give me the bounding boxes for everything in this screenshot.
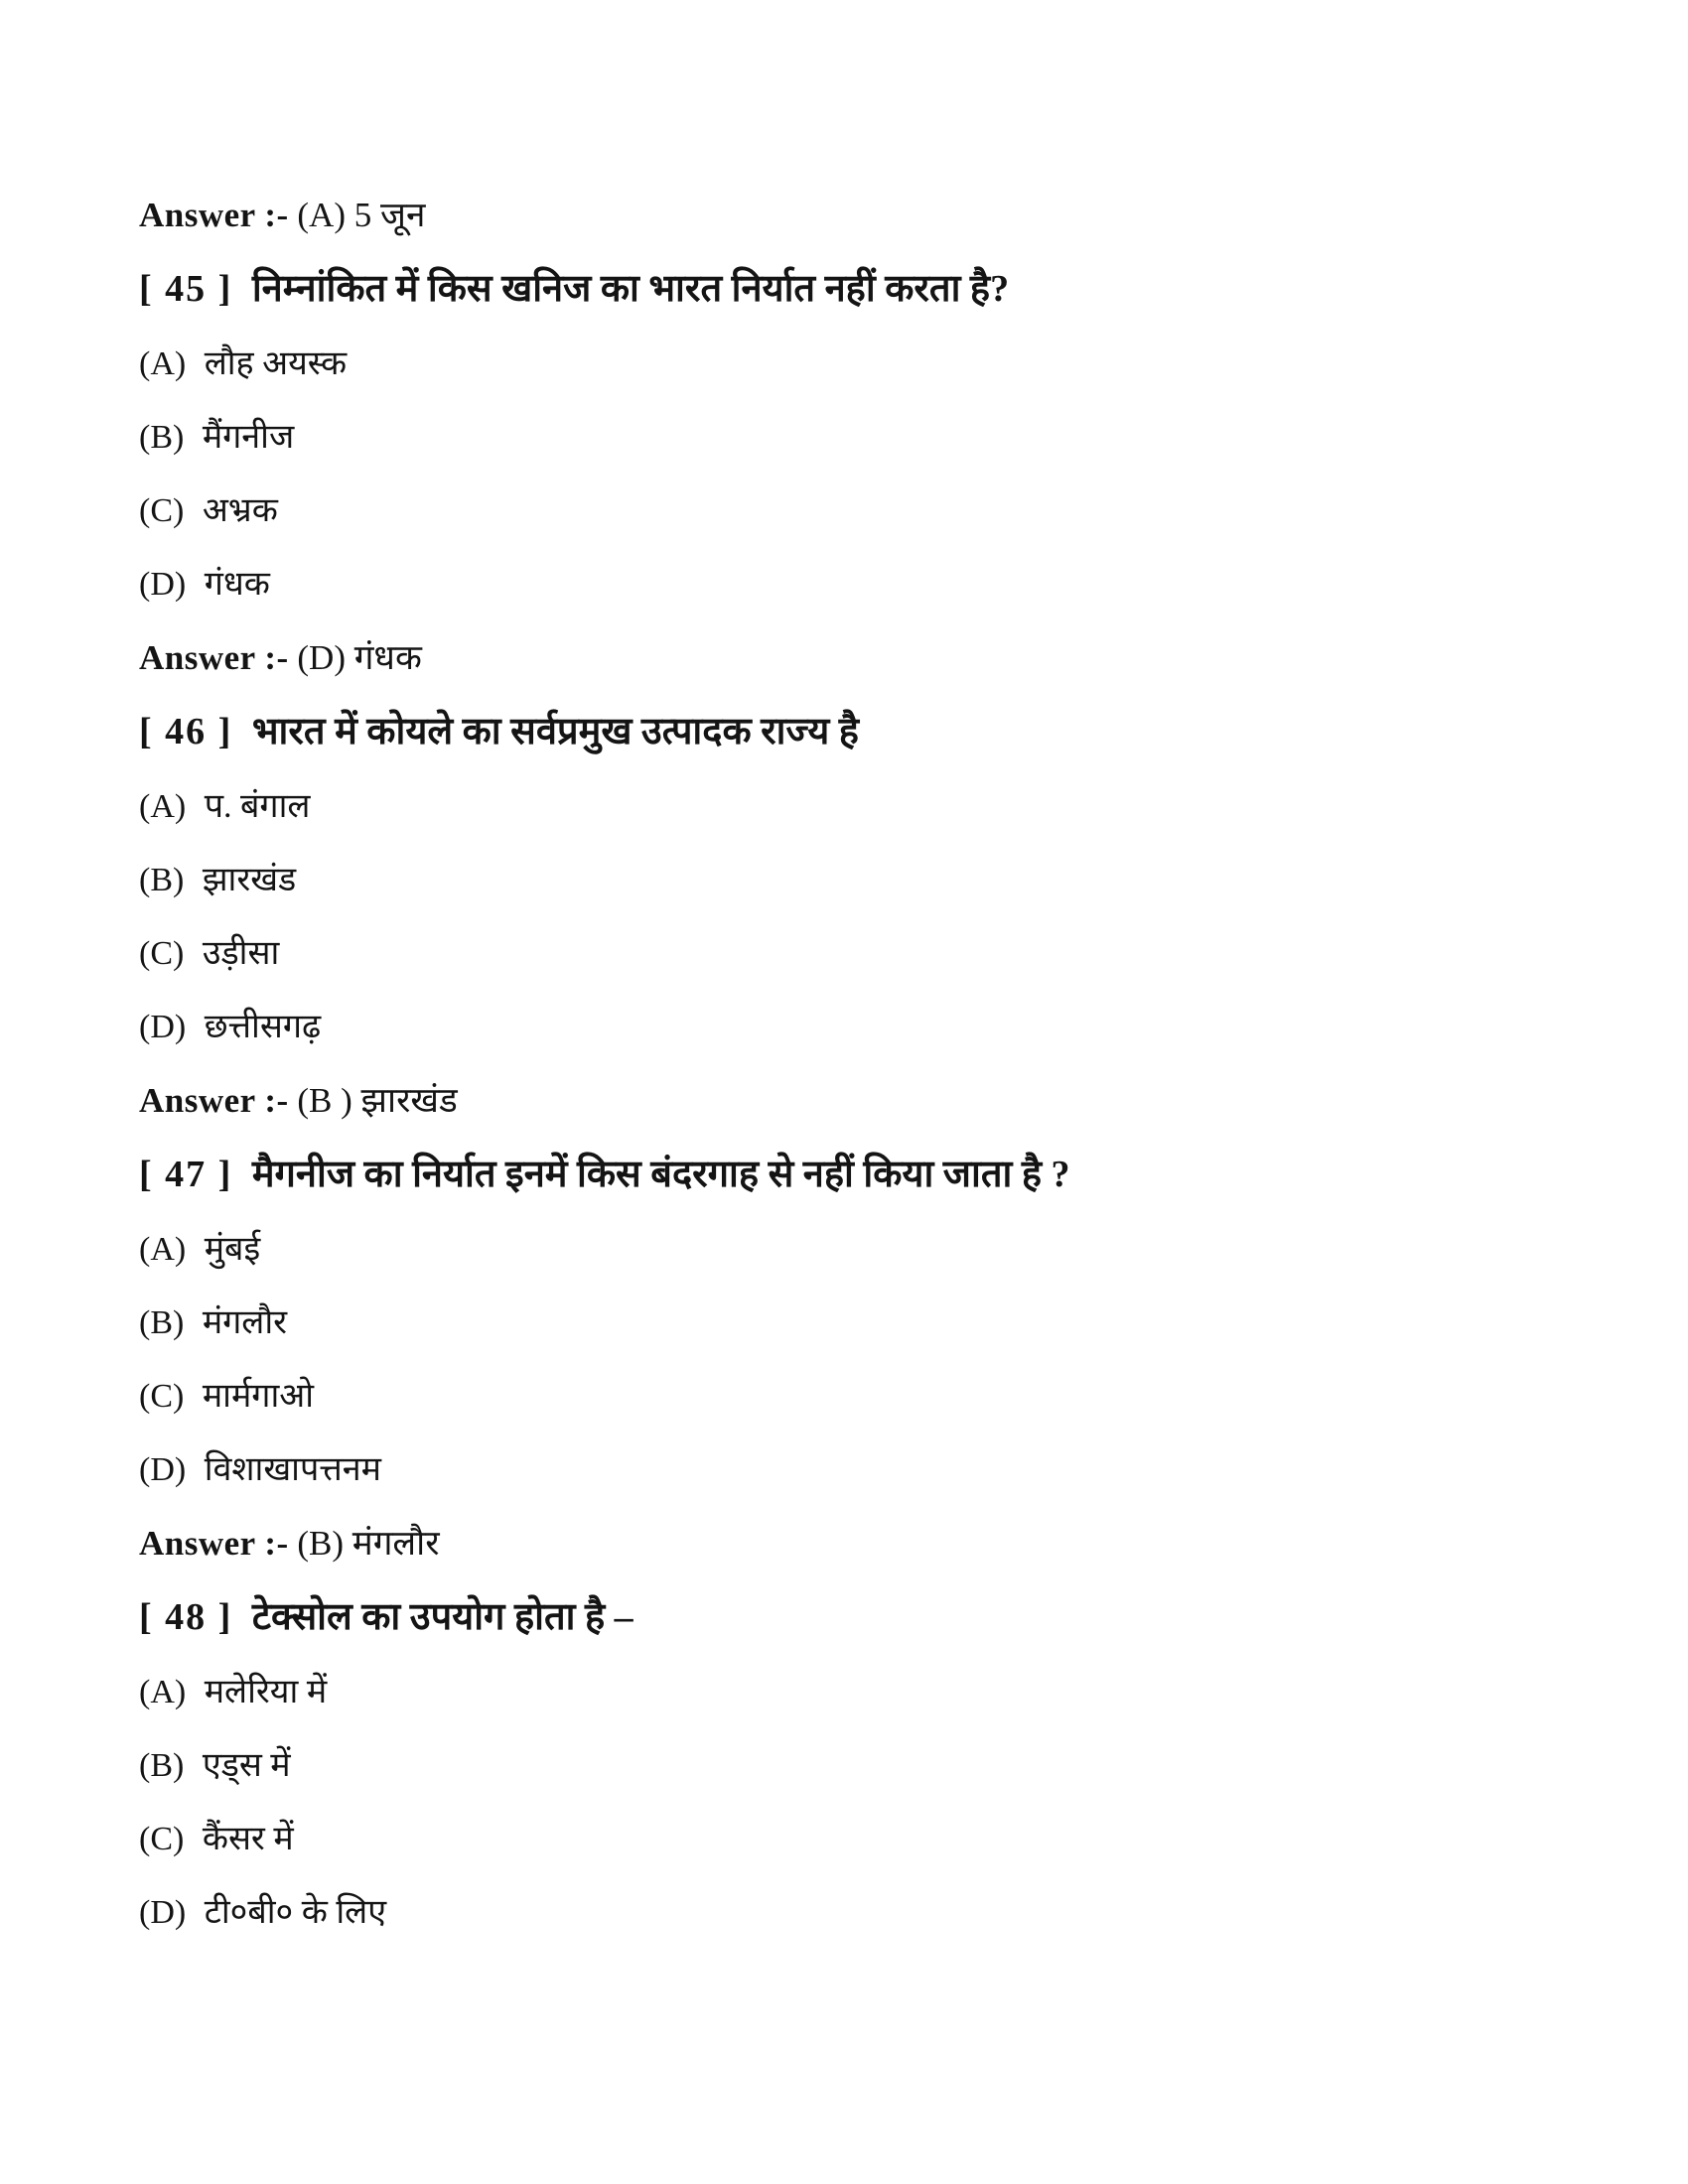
answer-line (139, 1077, 1569, 1125)
answer-label: Answer :- (139, 1081, 289, 1120)
option-label: (B) (139, 1747, 185, 1784)
option-text: मैंगनीज (202, 419, 295, 456)
question-block-48 (139, 1593, 1569, 1937)
answer-value: (A) 5 जून (297, 196, 426, 234)
option-text: मुंबई (204, 1231, 261, 1268)
option-text: विशाखापत्तनम (204, 1451, 381, 1488)
question-number: [ 47 ] (139, 1154, 233, 1195)
option-text: मंगलौर (202, 1304, 288, 1341)
option-text: मलेरिया में (204, 1674, 328, 1710)
question-block-47 (139, 1151, 1569, 1568)
answer-label: Answer :- (139, 196, 289, 234)
option-a (139, 1669, 1569, 1716)
option-text: अभ्रक (202, 492, 278, 529)
option-label: (C) (139, 1378, 185, 1415)
option-b (139, 1742, 1569, 1790)
option-b (139, 857, 1569, 904)
option-text: लौह अयस्क (204, 345, 348, 382)
option-text: कैंसर में (202, 1821, 294, 1857)
option-a (139, 783, 1569, 831)
question-title (139, 708, 1569, 755)
question-text: मैगनीज का निर्यात इनमें किस बंदरगाह से नहीं किया जाता है ? (251, 1154, 1070, 1195)
question-number: [ 48 ] (139, 1596, 233, 1638)
answer-value: (B) मंगलौर (297, 1524, 440, 1563)
option-a (139, 1226, 1569, 1274)
answer-label: Answer :- (139, 638, 289, 677)
option-text: उड़ीसा (202, 935, 280, 972)
option-c (139, 487, 1569, 535)
option-text: एड्स में (202, 1747, 291, 1784)
answer-label: Answer :- (139, 1524, 289, 1563)
option-b (139, 1299, 1569, 1347)
option-label: (C) (139, 492, 185, 529)
option-label: (A) (139, 1674, 187, 1710)
option-c (139, 1816, 1569, 1863)
option-c (139, 1373, 1569, 1421)
answer-value: (B ) झारखंड (297, 1081, 458, 1120)
option-text: मार्मगाओ (202, 1378, 315, 1415)
option-label: (B) (139, 419, 185, 456)
option-label: (B) (139, 862, 185, 898)
question-text: टेक्सोल का उपयोग होता है – (251, 1596, 633, 1638)
option-a (139, 341, 1569, 388)
question-text: निम्नांकित में किस खनिज का भारत निर्यात नहीं करता है? (251, 268, 1010, 310)
answer-line (139, 634, 1569, 682)
option-label: (D) (139, 1894, 187, 1931)
option-label: (A) (139, 345, 187, 382)
option-d (139, 1446, 1569, 1494)
question-title (139, 1593, 1569, 1641)
option-d (139, 1889, 1569, 1937)
option-label: (C) (139, 1821, 185, 1857)
option-text: छत्तीसगढ़ (204, 1009, 322, 1045)
option-label: (B) (139, 1304, 185, 1341)
option-text: प. बंगाल (204, 788, 311, 825)
option-label: (C) (139, 935, 185, 972)
answer-line (139, 1520, 1569, 1568)
option-label: (D) (139, 566, 187, 603)
option-text: गंधक (204, 566, 270, 603)
option-text: झारखंड (202, 862, 297, 898)
option-d (139, 561, 1569, 609)
question-title (139, 1151, 1569, 1198)
question-text: भारत में कोयले का सर्वप्रमुख उत्पादक राज्य है (251, 711, 859, 752)
question-number: [ 45 ] (139, 268, 233, 310)
option-label: (D) (139, 1451, 187, 1488)
option-label: (D) (139, 1009, 187, 1045)
question-block-46 (139, 708, 1569, 1125)
answer-value: (D) गंधक (297, 638, 422, 677)
answer-line-q44 (139, 192, 1569, 239)
question-title (139, 265, 1569, 313)
option-text: टी०बी० के लिए (204, 1894, 386, 1931)
question-block-45 (139, 265, 1569, 682)
option-label: (A) (139, 1231, 187, 1268)
option-c (139, 930, 1569, 978)
option-label: (A) (139, 788, 187, 825)
option-b (139, 414, 1569, 462)
option-d (139, 1004, 1569, 1051)
question-number: [ 46 ] (139, 711, 233, 752)
